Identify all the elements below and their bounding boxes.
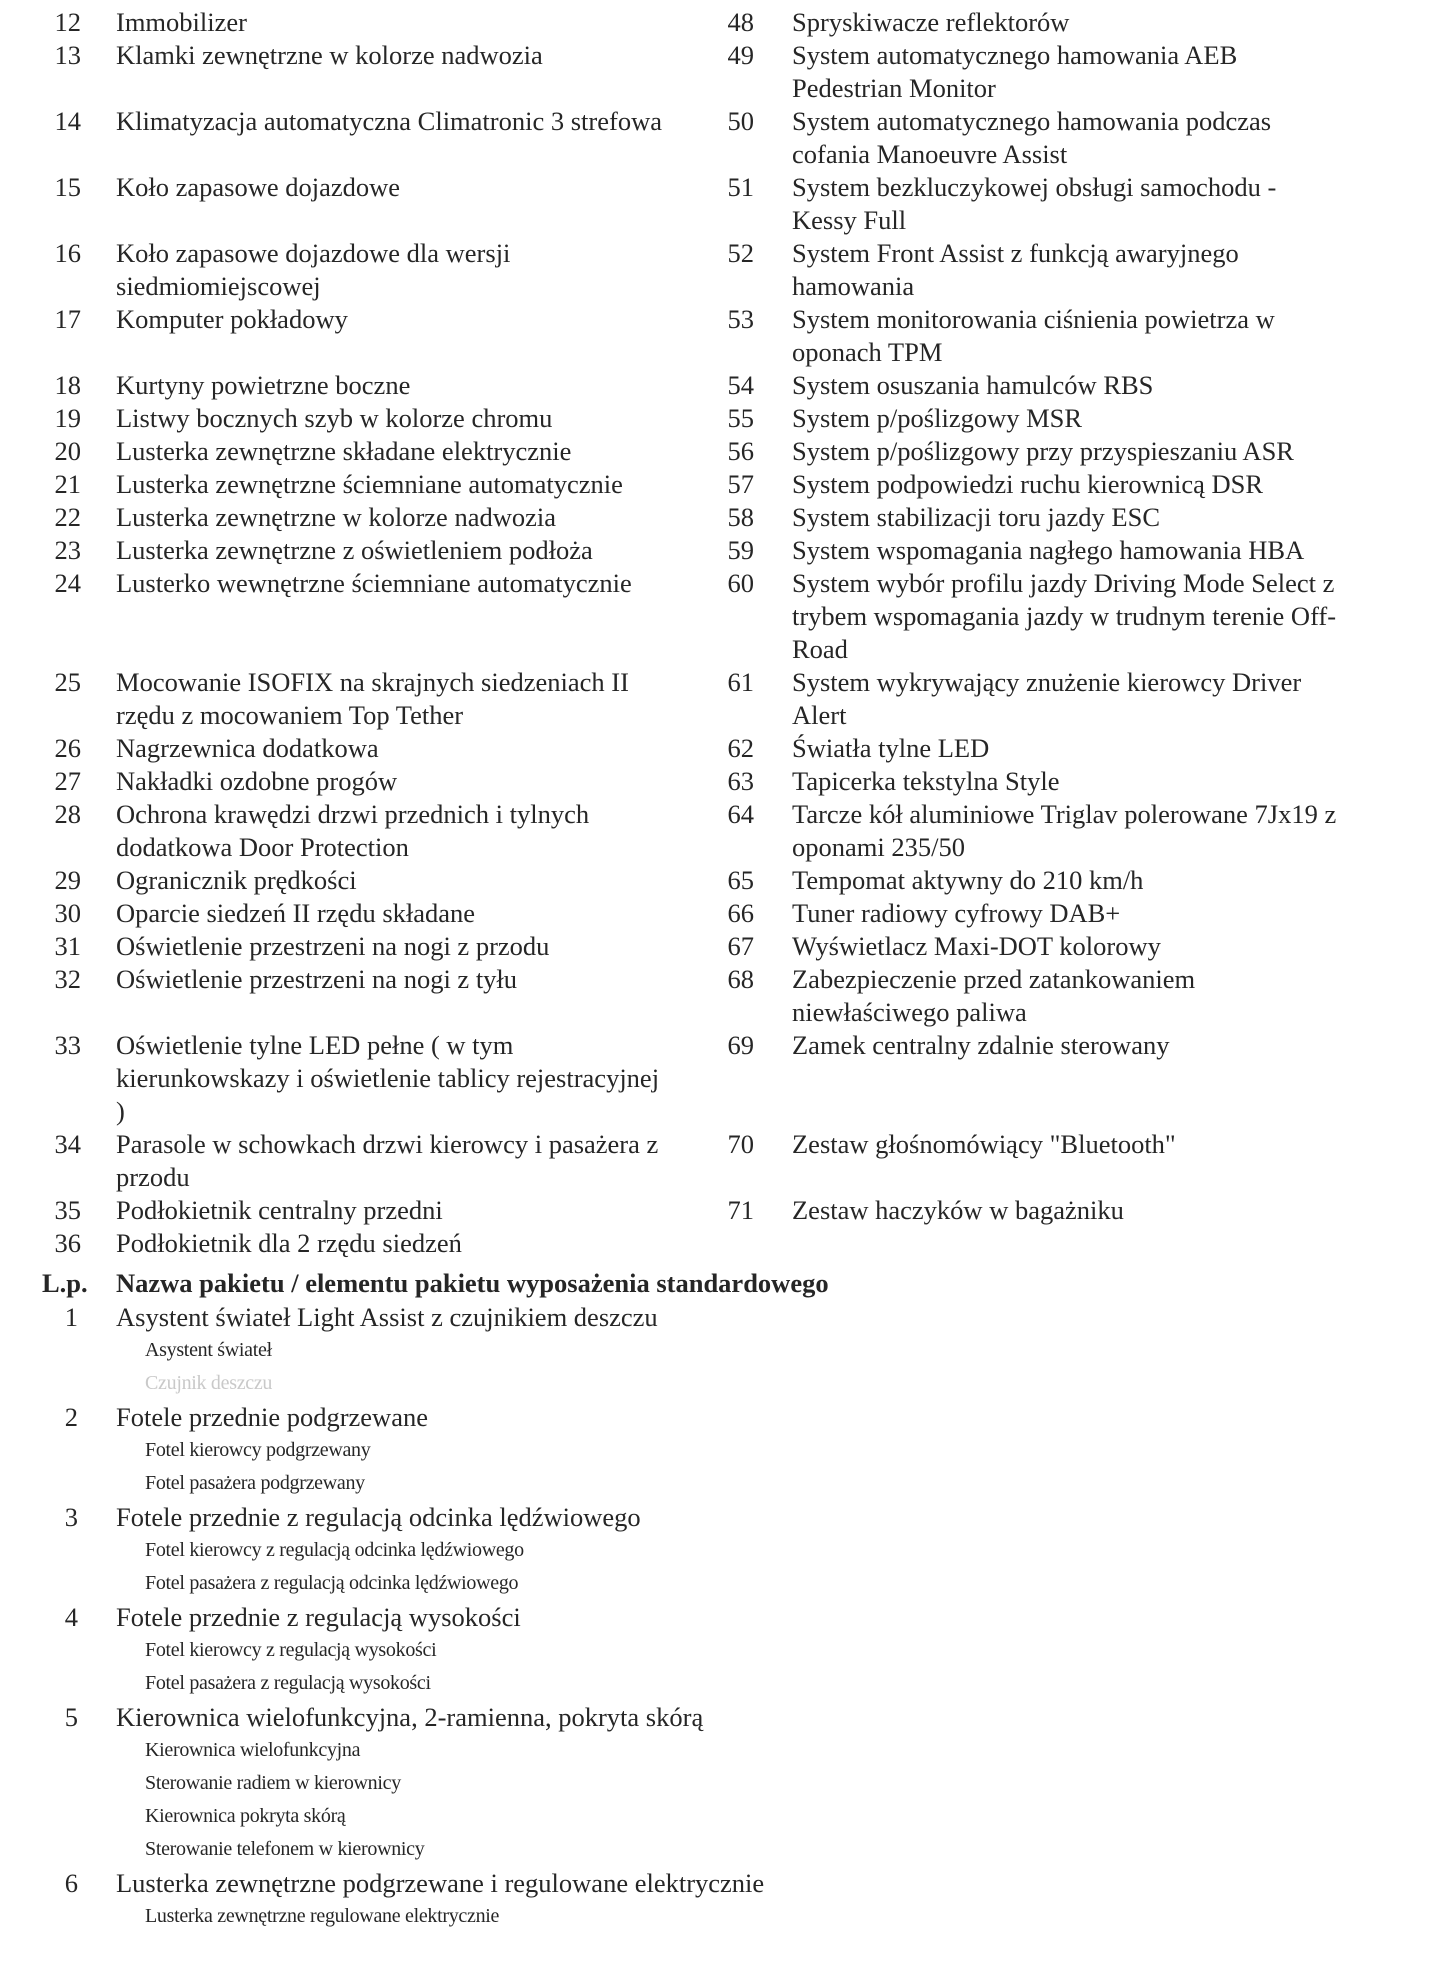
item-number: 16 — [54, 238, 81, 268]
item-name: Klamki zewnętrzne w kolorze nadwozia — [116, 40, 543, 70]
item-name: Oświetlenie przestrzeni na nogi z tyłu — [116, 964, 518, 994]
equipment-item-right — [708, 732, 1392, 765]
item-number: 67 — [727, 931, 754, 961]
equipment-row — [0, 567, 1440, 666]
equipment-row — [0, 534, 1440, 567]
package-name: Asystent świateł Light Assist z czujnikiem deszczu — [116, 1302, 658, 1332]
equipment-item-left — [0, 765, 708, 798]
equipment-item-left — [0, 402, 708, 435]
equipment-item-right — [708, 1194, 1392, 1227]
item-name: Podłokietnik centralny przedni — [116, 1195, 443, 1225]
package-element: Asystent świateł — [145, 1339, 272, 1361]
equipment-item-left — [0, 39, 708, 105]
item-name: Tarcze kół aluminiowe Triglav polerowane 7Jx19 z oponami 235/50 — [792, 799, 1337, 862]
equipment-item-left — [0, 237, 708, 303]
item-name: System p/poślizgowy przy przyspieszaniu ASR — [792, 436, 1294, 466]
equipment-item-left — [0, 6, 708, 39]
item-number: 70 — [727, 1129, 754, 1159]
package-item — [0, 1400, 1440, 1434]
item-number: 25 — [54, 667, 81, 697]
package-number: 6 — [64, 1868, 78, 1898]
equipment-row — [0, 105, 1440, 171]
item-name: System wspomagania nagłego hamowania HBA — [792, 535, 1305, 565]
item-name: Ogranicznik prędkości — [116, 865, 357, 895]
equipment-item-right — [708, 237, 1392, 303]
equipment-item-right — [708, 567, 1392, 666]
package-name-column-header: Nazwa pakietu / elementu pakietu wyposażenia standardowego — [116, 1268, 829, 1298]
item-name: Komputer pokładowy — [116, 304, 348, 334]
equipment-item-right — [708, 798, 1392, 864]
equipment-row — [0, 501, 1440, 534]
item-name: Tuner radiowy cyfrowy DAB+ — [792, 898, 1121, 928]
equipment-item-right — [708, 501, 1392, 534]
equipment-item-left — [0, 930, 708, 963]
equipment-row — [0, 732, 1440, 765]
package-element: Kierownica wielofunkcyjna — [145, 1739, 361, 1761]
item-name: Lusterka zewnętrzne w kolorze nadwozia — [116, 502, 556, 532]
standard-equipment-list — [0, 6, 1440, 1260]
item-number: 12 — [54, 7, 81, 37]
item-number: 66 — [727, 898, 754, 928]
item-number: 15 — [54, 172, 81, 202]
item-number: 71 — [727, 1195, 754, 1225]
package-element: Czujnik deszczu — [145, 1372, 273, 1394]
equipment-row — [0, 798, 1440, 864]
equipment-item-right — [708, 303, 1392, 369]
equipment-row — [0, 1128, 1440, 1194]
item-number: 58 — [727, 502, 754, 532]
equipment-item-left — [0, 1194, 708, 1227]
equipment-row — [0, 171, 1440, 237]
item-name: Tapicerka tekstylna Style — [792, 766, 1060, 796]
package-element: Fotel kierowcy z regulacją odcinka lędźwiowego — [145, 1539, 524, 1561]
package-number: 5 — [64, 1702, 78, 1732]
equipment-row — [0, 435, 1440, 468]
item-number: 20 — [54, 436, 81, 466]
item-name: Parasole w schowkach drzwi kierowcy i pasażera z przodu — [116, 1129, 659, 1192]
item-number: 64 — [727, 799, 754, 829]
item-name: System podpowiedzi ruchu kierownicą DSR — [792, 469, 1264, 499]
item-number: 19 — [54, 403, 81, 433]
package-item — [0, 1700, 1440, 1734]
equipment-item-left — [0, 171, 708, 237]
item-name: Oświetlenie przestrzeni na nogi z przodu — [116, 931, 550, 961]
package-element: Fotel pasażera z regulacją odcinka lędźwiowego — [145, 1572, 519, 1594]
equipment-item-left — [0, 1029, 708, 1128]
item-number: 36 — [54, 1228, 81, 1258]
lp-column-header: L.p. — [42, 1268, 88, 1298]
equipment-item-left — [0, 534, 708, 567]
equipment-item-left — [0, 435, 708, 468]
item-number: 14 — [54, 106, 81, 136]
item-name: System p/poślizgowy MSR — [792, 403, 1083, 433]
equipment-item-right — [708, 468, 1392, 501]
package-item — [0, 1866, 1440, 1900]
equipment-row — [0, 1029, 1440, 1128]
item-number: 48 — [727, 7, 754, 37]
item-name: System wykrywający znużenie kierowcy Driver Alert — [792, 667, 1302, 730]
equipment-row — [0, 468, 1440, 501]
package-number: 2 — [64, 1402, 78, 1432]
package-name: Fotele przednie z regulacją wysokości — [116, 1602, 521, 1632]
package-element: Lusterka zewnętrzne regulowane elektrycznie — [145, 1905, 500, 1927]
equipment-item-left — [0, 303, 708, 369]
equipment-item-left — [0, 666, 708, 732]
package-element: Fotel pasażera podgrzewany — [145, 1472, 365, 1494]
equipment-row — [0, 1227, 1440, 1260]
equipment-item-right — [708, 105, 1392, 171]
package-number: 1 — [64, 1302, 78, 1332]
equipment-item-right — [708, 1029, 1392, 1128]
equipment-row — [0, 39, 1440, 105]
equipment-item-left — [0, 732, 708, 765]
item-name: Nakładki ozdobne progów — [116, 766, 398, 796]
item-name: Zabezpieczenie przed zatankowaniem niewłaściwego paliwa — [792, 964, 1196, 1027]
item-number: 31 — [54, 931, 81, 961]
equipment-item-right — [708, 666, 1392, 732]
item-number: 33 — [54, 1030, 81, 1060]
equipment-row — [0, 402, 1440, 435]
item-name: Lusterko wewnętrzne ściemniane automatycznie — [116, 568, 632, 598]
equipment-row — [0, 369, 1440, 402]
equipment-row — [0, 930, 1440, 963]
package-name: Fotele przednie podgrzewane — [116, 1402, 428, 1432]
item-name: Lusterka zewnętrzne składane elektrycznie — [116, 436, 572, 466]
item-number: 27 — [54, 766, 81, 796]
item-number: 13 — [54, 40, 81, 70]
item-name: System osuszania hamulców RBS — [792, 370, 1154, 400]
equipment-row — [0, 864, 1440, 897]
item-number: 30 — [54, 898, 81, 928]
equipment-item-left — [0, 1128, 708, 1194]
item-name: Lusterka zewnętrzne z oświetleniem podłoża — [116, 535, 593, 565]
equipment-item-left — [0, 1227, 708, 1260]
item-name: System wybór profilu jazdy Driving Mode Select z trybem wspomagania jazdy w trudnym terenie Off- Road — [792, 568, 1337, 664]
item-name: Mocowanie ISOFIX na skrajnych siedzeniach II rzędu z mocowaniem Top Tether — [116, 667, 629, 730]
item-name: Listwy bocznych szyb w kolorze chromu — [116, 403, 553, 433]
item-name: Koło zapasowe dojazdowe — [116, 172, 401, 202]
equipment-item-left — [0, 567, 708, 666]
package-item — [0, 1600, 1440, 1634]
item-number: 21 — [54, 469, 81, 499]
equipment-item-left — [0, 105, 708, 171]
equipment-item-right — [708, 534, 1392, 567]
equipment-item-left — [0, 369, 708, 402]
item-number: 35 — [54, 1195, 81, 1225]
item-name: System stabilizacji toru jazdy ESC — [792, 502, 1160, 532]
item-name: Spryskiwacze reflektorów — [792, 7, 1070, 37]
package-element: Fotel kierowcy z regulacją wysokości — [145, 1639, 437, 1661]
item-number: 50 — [727, 106, 754, 136]
item-number: 69 — [727, 1030, 754, 1060]
package-name: Lusterka zewnętrzne podgrzewane i regulowane elektrycznie — [116, 1868, 765, 1898]
equipment-item-right — [708, 402, 1392, 435]
equipment-item-right — [708, 6, 1392, 39]
package-name: Fotele przednie z regulacją odcinka lędźwiowego — [116, 1502, 641, 1532]
equipment-item-right — [708, 963, 1392, 1029]
equipment-item-left — [0, 798, 708, 864]
item-number: 29 — [54, 865, 81, 895]
equipment-item-right — [708, 369, 1392, 402]
item-number: 52 — [727, 238, 754, 268]
item-name: Nagrzewnica dodatkowa — [116, 733, 379, 763]
item-number: 62 — [727, 733, 754, 763]
item-number: 18 — [54, 370, 81, 400]
item-number: 56 — [727, 436, 754, 466]
equipment-item-left — [0, 468, 708, 501]
item-name: Koło zapasowe dojazdowe dla wersji siedmiomiejscowej — [116, 238, 511, 301]
package-element: Kierownica pokryta skórą — [145, 1805, 346, 1827]
item-name: Oświetlenie tylne LED pełne ( w tym kierunkowskazy i oświetlenie tablicy rejestracyjnej ) — [116, 1030, 660, 1126]
item-name: System monitorowania ciśnienia powietrza w oponach TPM — [792, 304, 1275, 367]
item-number: 53 — [727, 304, 754, 334]
item-number: 63 — [727, 766, 754, 796]
package-element: Fotel pasażera z regulacją wysokości — [145, 1672, 431, 1694]
item-name: Oparcie siedzeń II rzędu składane — [116, 898, 476, 928]
equipment-row — [0, 765, 1440, 798]
package-name: Kierownica wielofunkcyjna, 2-ramienna, pokryta skórą — [116, 1702, 704, 1732]
package-element: Sterowanie radiem w kierownicy — [145, 1772, 401, 1794]
equipment-row — [0, 1194, 1440, 1227]
item-number: 51 — [727, 172, 754, 202]
equipment-item-right — [708, 864, 1392, 897]
item-name: System automatycznego hamowania AEB Pedestrian Monitor — [792, 40, 1238, 103]
equipment-item-left — [0, 963, 708, 1029]
equipment-row — [0, 303, 1440, 369]
package-number: 3 — [64, 1502, 78, 1532]
item-name: System Front Assist z funkcją awaryjnego hamowania — [792, 238, 1239, 301]
equipment-item-right — [708, 897, 1392, 930]
item-name: Światła tylne LED — [792, 733, 990, 763]
equipment-row — [0, 963, 1440, 1029]
item-number: 68 — [727, 964, 754, 994]
equipment-item-right — [708, 171, 1392, 237]
item-number: 55 — [727, 403, 754, 433]
item-number: 59 — [727, 535, 754, 565]
item-number: 26 — [54, 733, 81, 763]
item-name: Zamek centralny zdalnie sterowany — [792, 1030, 1170, 1060]
item-name: Zestaw haczyków w bagażniku — [792, 1195, 1124, 1225]
equipment-item-left — [0, 897, 708, 930]
package-element: Fotel kierowcy podgrzewany — [145, 1439, 371, 1461]
package-item — [0, 1500, 1440, 1534]
item-name: Kurtyny powietrzne boczne — [116, 370, 411, 400]
equipment-item-left — [0, 864, 708, 897]
item-number: 22 — [54, 502, 81, 532]
package-element: Sterowanie telefonem w kierownicy — [145, 1838, 425, 1860]
item-number: 61 — [727, 667, 754, 697]
item-name: Wyświetlacz Maxi-DOT kolorowy — [792, 931, 1161, 961]
item-number: 49 — [727, 40, 754, 70]
equipment-item-left — [0, 501, 708, 534]
equipment-item-right — [708, 765, 1392, 798]
equipment-item-right — [708, 435, 1392, 468]
equipment-row — [0, 666, 1440, 732]
item-number: 34 — [54, 1129, 81, 1159]
item-number: 32 — [54, 964, 81, 994]
item-name: Podłokietnik dla 2 rzędu siedzeń — [116, 1228, 462, 1258]
item-number: 24 — [54, 568, 81, 598]
item-name: Zestaw głośnomówiący "Bluetooth" — [792, 1129, 1176, 1159]
equipment-row — [0, 897, 1440, 930]
item-name: System automatycznego hamowania podczas cofania Manoeuvre Assist — [792, 106, 1272, 169]
standard-packages-list — [0, 1266, 1440, 1933]
item-name: Ochrona krawędzi drzwi przednich i tylnych dodatkowa Door Protection — [116, 799, 590, 862]
item-name: Klimatyzacja automatyczna Climatronic 3 strefowa — [116, 106, 662, 136]
equipment-row — [0, 6, 1440, 39]
packages-header — [0, 1266, 1440, 1300]
equipment-item-right — [708, 39, 1392, 105]
item-number: 60 — [727, 568, 754, 598]
item-number: 23 — [54, 535, 81, 565]
item-number: 54 — [727, 370, 754, 400]
item-number: 57 — [727, 469, 754, 499]
equipment-item-right — [708, 930, 1392, 963]
item-name: System bezkluczykowej obsługi samochodu - Kessy Full — [792, 172, 1277, 235]
item-name: Lusterka zewnętrzne ściemniane automatycznie — [116, 469, 623, 499]
item-number: 17 — [54, 304, 81, 334]
package-item — [0, 1300, 1440, 1334]
item-name: Tempomat aktywny do 210 km/h — [792, 865, 1144, 895]
equipment-row — [0, 237, 1440, 303]
item-number: 65 — [727, 865, 754, 895]
item-name: Immobilizer — [116, 7, 247, 37]
item-number: 28 — [54, 799, 81, 829]
package-number: 4 — [64, 1602, 78, 1632]
equipment-item-right — [708, 1128, 1392, 1194]
